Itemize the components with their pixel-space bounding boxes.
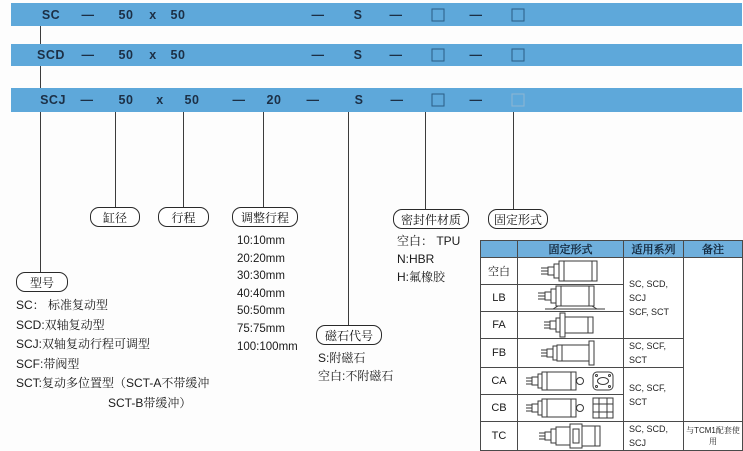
code-token: SCD [37,48,65,62]
cylinder-front-flange-icon [518,312,624,339]
connector-line-model [40,66,41,88]
code-token: SC [41,7,61,22]
mounting-column-header: 固定形式 [518,241,624,258]
connector-line-mounting [513,112,514,210]
applicable-series-cell [624,339,684,368]
code-token: 50 [118,7,134,22]
list-item: 100:100mm [237,340,298,353]
list-item: SC： 标准复动型 [16,298,109,312]
placeholder-box [432,49,445,62]
list-item: 空白:不附磁石 [318,369,394,383]
code-token: x [149,48,157,62]
mount-code-cell: 空白 [481,258,518,285]
mount-code-cell: LB [481,285,518,312]
applicable-series-cell [624,368,684,422]
placeholder-box [512,94,525,107]
code-token: S [353,7,363,22]
code-token: — [311,48,325,62]
list-item: 40:40mm [237,287,285,300]
cylinder-basic-icon [518,258,624,285]
model-callout: 型号 [16,272,68,292]
model-options-list [16,296,209,413]
placeholder-box [432,8,445,21]
cylinder-foot-mount-icon [518,285,624,312]
code-token: x [149,7,157,22]
remark-column-header: 备注 [684,241,743,258]
list-item: SCF:带阀型 [16,356,80,371]
magnet-options-list [318,349,393,385]
code-token: 50 [170,7,186,22]
list-item: SCJ:双轴复动行程可调型 [16,337,151,351]
code-token: SCJ [40,93,66,107]
table-header-row [481,241,743,258]
mounting-callout: 固定形式 [488,209,548,229]
bore-callout: 缸径 [90,207,140,227]
code-token: 50 [118,48,134,62]
connector-line-magnet [348,112,349,326]
connector-line-seal [425,112,426,210]
applicable-series-text: SCF, SCT [629,307,670,317]
scd-code-bar [11,44,742,66]
code-token: — [389,7,403,22]
code-column-header [481,241,518,258]
cylinder-trunnion-icon [518,422,624,451]
scj-code-bar [11,88,742,112]
list-item: 空白： TPU [397,234,461,248]
remark-cell [684,258,743,422]
mounting-table-row [481,422,743,451]
code-token: — [390,93,404,107]
adjust-stroke-callout: 调整行程 [232,207,298,227]
list-item: SCT-B带缓冲） [108,395,192,410]
sc-code-bar [11,3,742,26]
applicable-series-text: SC, SCD, SCJ [629,279,669,303]
mount-code-cell: FA [481,312,518,339]
list-item: SCT:复动多位置型（SCT-A不带缓冲 [16,376,210,390]
code-token: — [80,93,94,107]
mount-code-cell: CB [481,395,518,422]
applicable-series-text: SC, SCF, SCT [629,382,667,407]
adjust-stroke-options-list [237,233,298,356]
list-item: N:HBR [397,252,435,266]
code-token: — [389,48,403,62]
connector-line-model [40,112,41,273]
mount-code-cell: CA [481,368,518,395]
remark-cell: 与TCM1配套使用 [684,422,743,451]
placeholder-box [432,94,445,107]
list-item: 30:30mm [237,270,285,283]
code-token: — [311,7,325,22]
applicable-series-cell [624,258,684,339]
applicable-series-text: SC, SCD, SCJ [629,424,669,448]
code-token: x [156,93,164,107]
mount-code-cell: TC [481,422,518,451]
list-item: SCD:双轴复动型 [16,317,105,332]
code-token: — [81,48,95,62]
mounting-type-table [480,240,743,451]
series-column-header: 适用系列 [624,241,684,258]
cylinder-clevis-a-icon [518,368,624,395]
list-item: 20:20mm [237,252,285,265]
code-token: — [469,48,483,62]
code-token: 50 [118,93,134,107]
seal-options-list [397,232,460,286]
code-token: — [232,93,246,107]
code-token: 50 [184,93,200,107]
applicable-series-text: SC, SCF, SCT [629,341,667,365]
mount-code-cell: FB [481,339,518,368]
code-token: — [81,7,95,22]
code-token: 50 [170,48,186,62]
cylinder-rear-flange-icon [518,339,624,368]
seal-callout: 密封件材质 [393,209,469,229]
list-item: 50:50mm [237,305,285,318]
code-token: 20 [266,93,282,107]
list-item: H:氟橡胶 [397,270,446,284]
placeholder-box [512,8,525,21]
connector-line-stroke [183,112,184,208]
code-token: S [353,48,363,62]
applicable-series-cell [624,422,684,451]
code-token: — [469,93,483,107]
connector-line-model [40,26,41,44]
code-token: — [469,7,483,22]
stroke-callout: 行程 [158,207,209,227]
list-item: S:附磁石 [318,351,366,365]
connector-line-bore [115,112,116,208]
mounting-table-row [481,258,743,285]
code-token: — [306,93,320,107]
list-item: 10:10mm [237,235,285,247]
connector-line-adjust-stroke [263,112,264,208]
code-token: S [354,93,364,107]
list-item: 75:75mm [237,322,285,335]
placeholder-box [512,49,525,62]
magnet-callout: 磁石代号 [316,325,382,345]
cylinder-clevis-b-icon [518,395,624,422]
